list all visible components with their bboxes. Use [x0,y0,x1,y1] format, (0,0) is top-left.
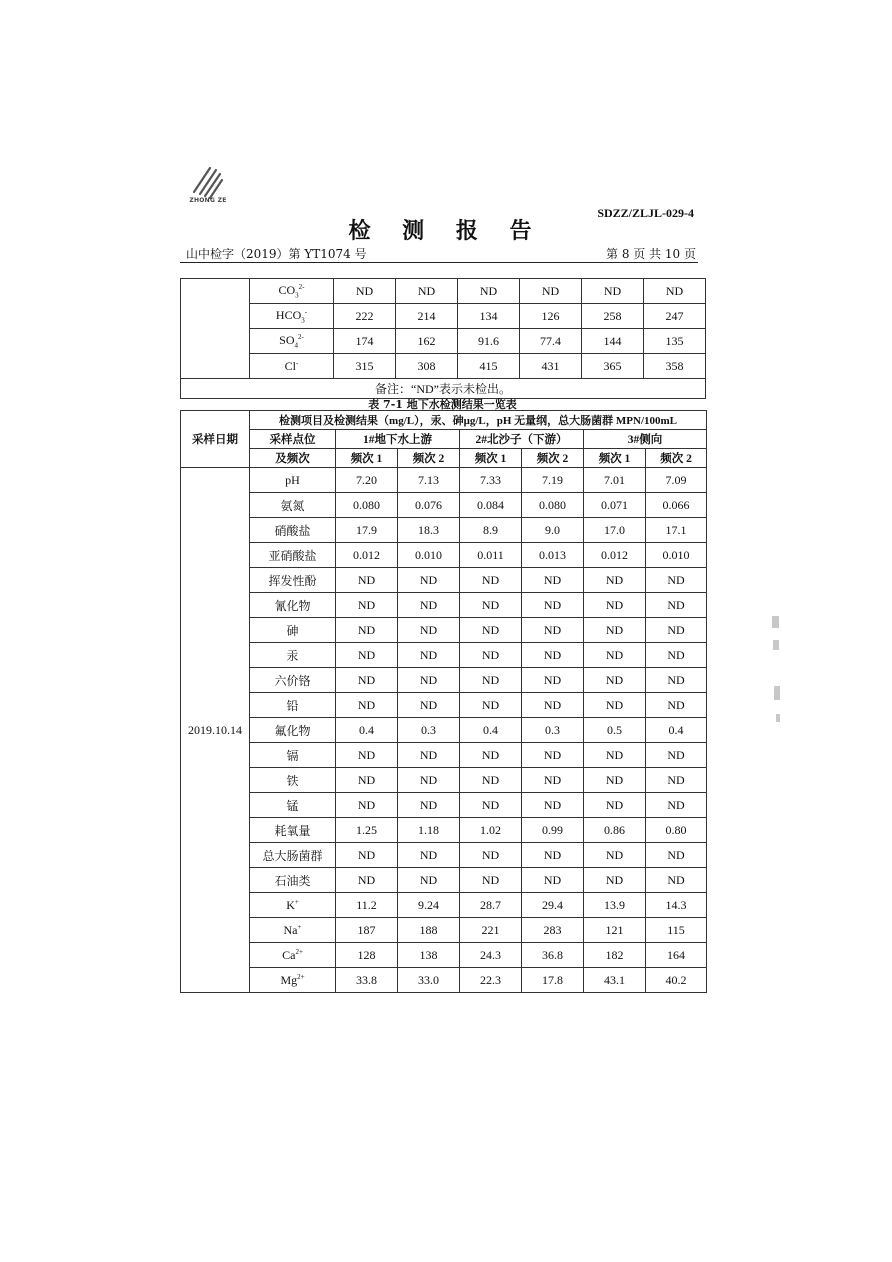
value-cell: 0.080 [336,493,398,518]
value-cell: ND [646,768,707,793]
item-label: 六价铬 [274,673,311,688]
table-row [181,493,707,518]
table-row [181,543,707,568]
item-label: K [286,897,295,912]
value-cell: ND [460,743,522,768]
table-row [181,354,706,379]
value-cell: ND [460,868,522,893]
table-row [181,818,707,843]
value-cell: 17.0 [584,518,646,543]
value-cell: 138 [398,943,460,968]
value-cell: ND [646,793,707,818]
value-cell: ND [584,568,646,593]
value-cell: ND [334,279,396,304]
site-header-1: 1#地下水上游 [336,430,460,449]
table-row [181,304,706,329]
value-cell: ND [398,868,460,893]
item-cell [250,868,336,893]
site-header-2: 2#北沙子（下游） [460,430,584,449]
continued-results-table [180,278,706,399]
value-cell: ND [336,768,398,793]
item-cell [250,943,336,968]
item-label: Cl [284,358,296,373]
value-cell: ND [336,593,398,618]
value-cell: 283 [522,918,584,943]
value-cell: ND [522,768,584,793]
value-cell: 315 [334,354,396,379]
value-cell: ND [646,618,707,643]
value-cell: ND [584,593,646,618]
value-cell: 188 [398,918,460,943]
value-cell: 222 [334,304,396,329]
value-cell: 115 [646,918,707,943]
value-cell: 7.19 [522,468,584,493]
value-cell: ND [336,693,398,718]
value-cell: ND [584,643,646,668]
item-superscript: 2+ [295,947,303,956]
blank-cell [181,279,250,379]
table-row [181,968,707,993]
item-label: 砷 [286,623,299,638]
table-row [181,618,707,643]
freq-header: 频次 2 [522,449,584,468]
item-label: 挥发性酚 [268,573,317,588]
item-superscript: - [296,358,299,367]
value-cell: ND [460,693,522,718]
item-cell [250,468,336,493]
site-header-3: 3#侧向 [584,430,707,449]
item-cell [250,354,334,379]
value-cell: 187 [336,918,398,943]
freq-header: 频次 2 [646,449,707,468]
value-cell: 7.13 [398,468,460,493]
item-cell [250,618,336,643]
value-cell: ND [460,668,522,693]
value-cell: 18.3 [398,518,460,543]
value-cell: 11.2 [336,893,398,918]
value-cell: 121 [584,918,646,943]
freq-header: 频次 2 [398,449,460,468]
value-cell: 8.9 [460,518,522,543]
item-cell [250,668,336,693]
item-label: 氟化物 [274,723,311,738]
table-row [181,468,707,493]
sampling-date: 2019.10.14 [181,468,250,993]
value-cell: 17.9 [336,518,398,543]
table-row [181,843,707,868]
value-cell: ND [646,868,707,893]
value-cell: 33.8 [336,968,398,993]
item-cell [250,518,336,543]
value-cell: ND [522,693,584,718]
item-label: 镉 [286,748,299,763]
page-title: 检 测 报 告 [348,218,544,244]
item-superscript: 2- [298,332,304,341]
value-cell: ND [398,768,460,793]
value-cell: 17.1 [646,518,707,543]
item-cell [250,493,336,518]
site-header-line2: 及频次 [250,449,336,468]
value-cell: 7.01 [584,468,646,493]
item-superscript: - [304,307,308,316]
item-cell [250,329,334,354]
value-cell: 7.09 [646,468,707,493]
value-cell: 9.0 [522,518,584,543]
table-row [181,943,707,968]
value-cell: 22.3 [460,968,522,993]
item-label: SO [279,332,295,347]
value-cell: ND [584,668,646,693]
item-cell [250,843,336,868]
value-cell: ND [396,279,458,304]
item-superscript: + [297,922,302,931]
value-cell: ND [584,843,646,868]
value-cell: 0.013 [522,543,584,568]
value-cell: ND [398,793,460,818]
table-row [181,518,707,543]
value-cell: ND [584,868,646,893]
table-row [181,668,707,693]
value-cell: ND [584,618,646,643]
table-row [181,893,707,918]
value-cell: 0.3 [398,718,460,743]
value-cell: 0.080 [522,493,584,518]
item-label: 汞 [286,648,299,663]
item-label: 氨氮 [280,498,305,513]
value-cell: 0.071 [584,493,646,518]
value-cell: 358 [644,354,706,379]
value-cell: ND [522,643,584,668]
item-cell [250,793,336,818]
item-label: 硝酸盐 [274,523,311,538]
item-cell [250,543,336,568]
value-cell: 36.8 [522,943,584,968]
table-row [181,918,707,943]
value-cell: 308 [396,354,458,379]
page-info: 第 8 页 共 10 页 [606,247,696,261]
item-label: 氰化物 [274,598,311,613]
item-label: CO [278,282,296,297]
value-cell: ND [584,693,646,718]
value-cell: ND [458,279,520,304]
units-header: 检测项目及检测结果（mg/L），汞、砷μg/L，pH 无量纲，总大肠菌群 MPN/100mL [250,411,707,430]
item-superscript: 2- [298,282,305,291]
value-cell: ND [584,743,646,768]
item-label: Mg [280,972,298,987]
site-header-line1: 采样点位 [250,430,336,449]
value-cell: ND [398,618,460,643]
value-cell: ND [522,618,584,643]
value-cell: ND [460,643,522,668]
report-number: 山中检字（2019）第 YT1074 号 [186,247,367,261]
value-cell: ND [584,793,646,818]
item-label: Ca [282,947,296,962]
header-divider [180,262,698,263]
value-cell: ND [336,868,398,893]
table-row [181,793,707,818]
item-cell [250,918,336,943]
value-cell: 24.3 [460,943,522,968]
item-label: HCO [275,307,302,322]
item-cell [250,568,336,593]
logo-text: ZHONG ZE [189,197,227,204]
value-cell: 14.3 [646,893,707,918]
item-cell [250,743,336,768]
freq-header-row [181,449,707,468]
value-cell: ND [644,279,706,304]
value-cell: 43.1 [584,968,646,993]
value-cell: ND [584,768,646,793]
value-cell: 1.25 [336,818,398,843]
value-cell: 182 [584,943,646,968]
groundwater-results-table [180,410,707,993]
value-cell: 0.010 [398,543,460,568]
item-label: 总大肠菌群 [262,848,323,863]
value-cell: 258 [582,304,644,329]
value-cell: 0.86 [584,818,646,843]
value-cell: 128 [336,943,398,968]
value-cell: 0.4 [336,718,398,743]
value-cell: ND [336,568,398,593]
value-cell: 162 [396,329,458,354]
sampling-date-header: 采样日期 [181,411,250,468]
value-cell: ND [398,743,460,768]
item-cell [250,279,334,304]
item-cell [250,718,336,743]
value-cell: 0.5 [584,718,646,743]
value-cell: ND [522,568,584,593]
value-cell: 91.6 [458,329,520,354]
value-cell: ND [582,279,644,304]
value-cell: ND [520,279,582,304]
value-cell: 0.011 [460,543,522,568]
value-cell: ND [398,593,460,618]
value-cell: ND [646,843,707,868]
value-cell: ND [398,568,460,593]
value-cell: ND [336,618,398,643]
table-row [181,868,707,893]
value-cell: 174 [334,329,396,354]
note-cell: 备注：“ND”表示未检出。 [181,379,706,399]
value-cell: ND [522,593,584,618]
value-cell: ND [646,668,707,693]
table-row [181,593,707,618]
value-cell: 0.80 [646,818,707,843]
value-cell: 135 [644,329,706,354]
item-label: 铁 [286,773,299,788]
item-label: 石油类 [274,873,311,888]
value-cell: ND [460,843,522,868]
table-header-row [181,411,707,430]
table-row [181,568,707,593]
item-label: 亚硝酸盐 [268,548,317,563]
value-cell: 0.99 [522,818,584,843]
freq-header: 频次 1 [336,449,398,468]
item-superscript: 2+ [297,972,305,981]
table-row [181,643,707,668]
item-label: 铅 [286,698,299,713]
freq-header: 频次 1 [460,449,522,468]
value-cell: ND [398,693,460,718]
table-row [181,743,707,768]
value-cell: ND [336,743,398,768]
item-label: 锰 [286,798,299,813]
value-cell: 33.0 [398,968,460,993]
value-cell: 0.4 [460,718,522,743]
value-cell: 77.4 [520,329,582,354]
value-cell: 164 [646,943,707,968]
value-cell: 0.066 [646,493,707,518]
value-cell: ND [460,568,522,593]
table-row [181,693,707,718]
table-row [181,329,706,354]
item-cell [250,968,336,993]
value-cell: ND [460,593,522,618]
item-cell [250,818,336,843]
value-cell: ND [646,693,707,718]
value-cell: 9.24 [398,893,460,918]
value-cell: 28.7 [460,893,522,918]
item-cell [250,693,336,718]
value-cell: ND [336,843,398,868]
value-cell: ND [336,643,398,668]
value-cell: ND [522,793,584,818]
value-cell: 431 [520,354,582,379]
table-row [181,279,706,304]
item-label: pH [285,472,300,487]
value-cell: ND [336,668,398,693]
value-cell: ND [522,668,584,693]
item-subscript: 3 [301,316,305,325]
value-cell: ND [398,843,460,868]
value-cell: 0.012 [584,543,646,568]
item-cell [250,768,336,793]
value-cell: 1.02 [460,818,522,843]
item-cell [250,893,336,918]
item-subscript: 3 [295,291,299,300]
value-cell: 0.3 [522,718,584,743]
item-label: Na [283,922,298,937]
value-cell: ND [522,743,584,768]
value-cell: 0.4 [646,718,707,743]
item-cell [250,593,336,618]
table-caption: 表 7-1 地下水检测结果一览表 [368,398,517,411]
value-cell: 415 [458,354,520,379]
value-cell: 7.20 [336,468,398,493]
value-cell: ND [646,643,707,668]
value-cell: 126 [520,304,582,329]
value-cell: 17.8 [522,968,584,993]
value-cell: 365 [582,354,644,379]
value-cell: 221 [460,918,522,943]
value-cell: ND [646,568,707,593]
document-id: SDZZ/ZLJL-029-4 [597,206,694,220]
item-cell [250,304,334,329]
value-cell: ND [522,843,584,868]
item-superscript: + [294,897,299,906]
table-row [181,718,707,743]
site-header-row [181,430,707,449]
value-cell: ND [336,793,398,818]
value-cell: 144 [582,329,644,354]
value-cell: 0.012 [336,543,398,568]
value-cell: ND [398,668,460,693]
value-cell: 0.076 [398,493,460,518]
value-cell: 214 [396,304,458,329]
item-label: 耗氧量 [274,823,311,838]
value-cell: ND [398,643,460,668]
value-cell: 1.18 [398,818,460,843]
value-cell: 247 [644,304,706,329]
value-cell: 0.010 [646,543,707,568]
value-cell: 134 [458,304,520,329]
value-cell: ND [522,868,584,893]
table-row [181,768,707,793]
scan-artifact-icon [770,612,784,732]
value-cell: ND [460,618,522,643]
item-cell [250,643,336,668]
value-cell: 40.2 [646,968,707,993]
value-cell: ND [646,593,707,618]
value-cell: 7.33 [460,468,522,493]
value-cell: 0.084 [460,493,522,518]
item-subscript: 4 [294,341,298,350]
value-cell: ND [460,768,522,793]
value-cell: ND [460,793,522,818]
value-cell: 13.9 [584,893,646,918]
value-cell: ND [646,743,707,768]
value-cell: 29.4 [522,893,584,918]
freq-header: 频次 1 [584,449,646,468]
